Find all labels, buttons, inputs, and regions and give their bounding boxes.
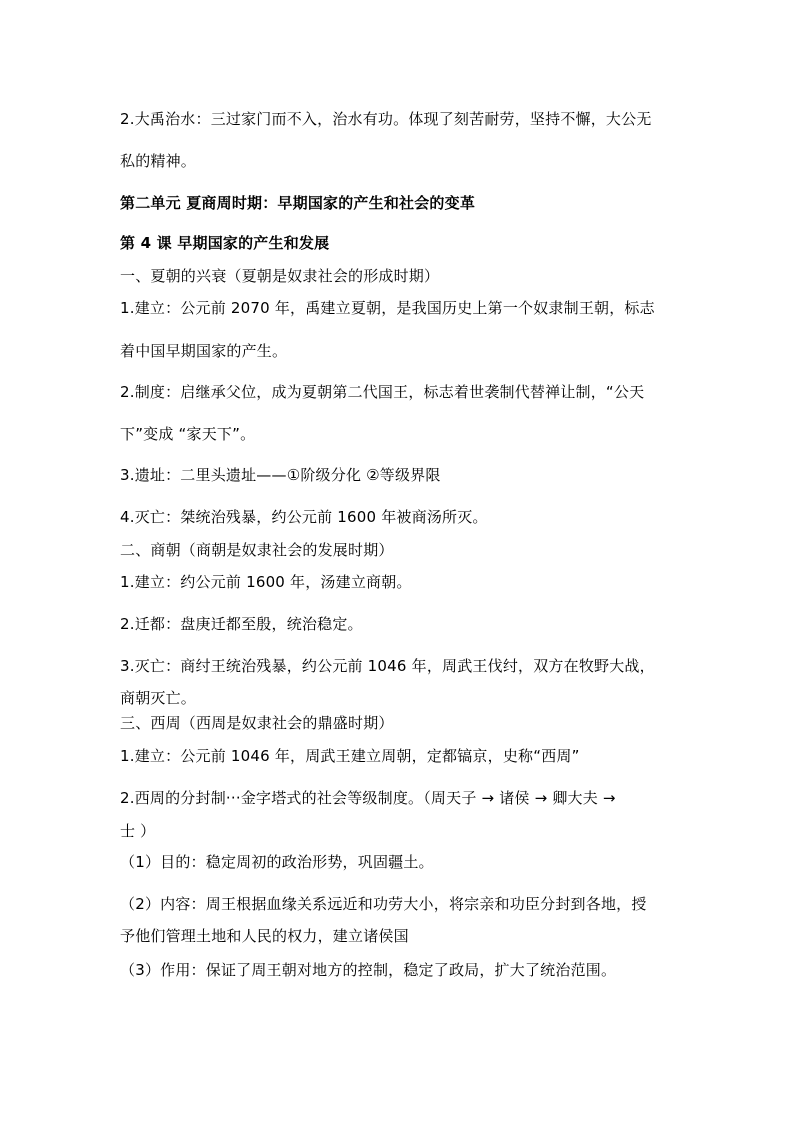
- section-heading-xizhou: 三、西周（西周是奴隶社会的鼎盛时期）: [120, 714, 394, 732]
- xizhou-point-2-line-2: 予他们管理土地和人民的权力，建立诸侯国: [120, 927, 409, 945]
- shang-item-3-line-2: 商朝灭亡。: [120, 689, 197, 707]
- xia-item-1-line-2: 着中国早期国家的产生。: [120, 342, 288, 360]
- xizhou-item-2-line-1: 2.西周的分封制···金字塔式的社会等级制度。（周天子 → 诸侯 → 卿大夫 →: [120, 789, 616, 807]
- xia-item-2-line-1: 2.制度：启继承父位，成为夏朝第二代国王，标志着世袭制代替禅让制，“公天: [120, 383, 645, 401]
- paragraph-dayu-line-2: 私的精神。: [120, 152, 197, 170]
- shang-item-2: 2.迁都：盘庚迁都至殷，统治稳定。: [120, 615, 363, 633]
- paragraph-dayu-line-1: 2.大禹治水：三过家门而不入，治水有功。体现了刻苦耐劳，坚持不懈，大公无: [120, 110, 652, 128]
- xizhou-point-3: （3）作用：保证了周王朝对地方的控制，稳定了政局，扩大了统治范围。: [120, 961, 617, 979]
- xizhou-point-1: （1）目的：稳定周初的政治形势，巩固疆土。: [120, 853, 434, 871]
- shang-item-1: 1.建立：约公元前 1600 年，汤建立商朝。: [120, 573, 412, 591]
- xizhou-item-2-line-2: 士 ）: [120, 822, 156, 840]
- lesson-heading: 第 4 课 早期国家的产生和发展: [120, 234, 330, 252]
- xia-item-1-line-1: 1.建立：公元前 2070 年，禹建立夏朝，是我国历史上第一个奴隶制王朝，标志: [120, 299, 655, 317]
- xia-item-4: 4.灭亡：桀统治残暴，约公元前 1600 年被商汤所灭。: [120, 508, 488, 526]
- xizhou-item-1: 1.建立：公元前 1046 年，周武王建立周朝，定都镐京，史称“西周”: [120, 747, 580, 765]
- xia-item-2-line-2: 下”变成 “家天下”。: [120, 425, 256, 443]
- section-heading-xia: 一、夏朝的兴衰（夏朝是奴隶社会的形成时期）: [120, 267, 440, 285]
- unit-heading: 第二单元 夏商周时期：早期国家的产生和社会的变革: [120, 194, 476, 212]
- shang-item-3-line-1: 3.灭亡：商纣王统治残暴，约公元前 1046 年，周武王伐纣，双方在牧野大战，: [120, 657, 655, 675]
- xia-item-3: 3.遗址：二里头遗址——①阶级分化 ②等级界限: [120, 466, 441, 484]
- xizhou-point-2-line-1: （2）内容：周王根据血缘关系远近和功劳大小，将宗亲和功臣分封到各地，授: [120, 895, 647, 913]
- section-heading-shang: 二、商朝（商朝是奴隶社会的发展时期）: [120, 541, 394, 559]
